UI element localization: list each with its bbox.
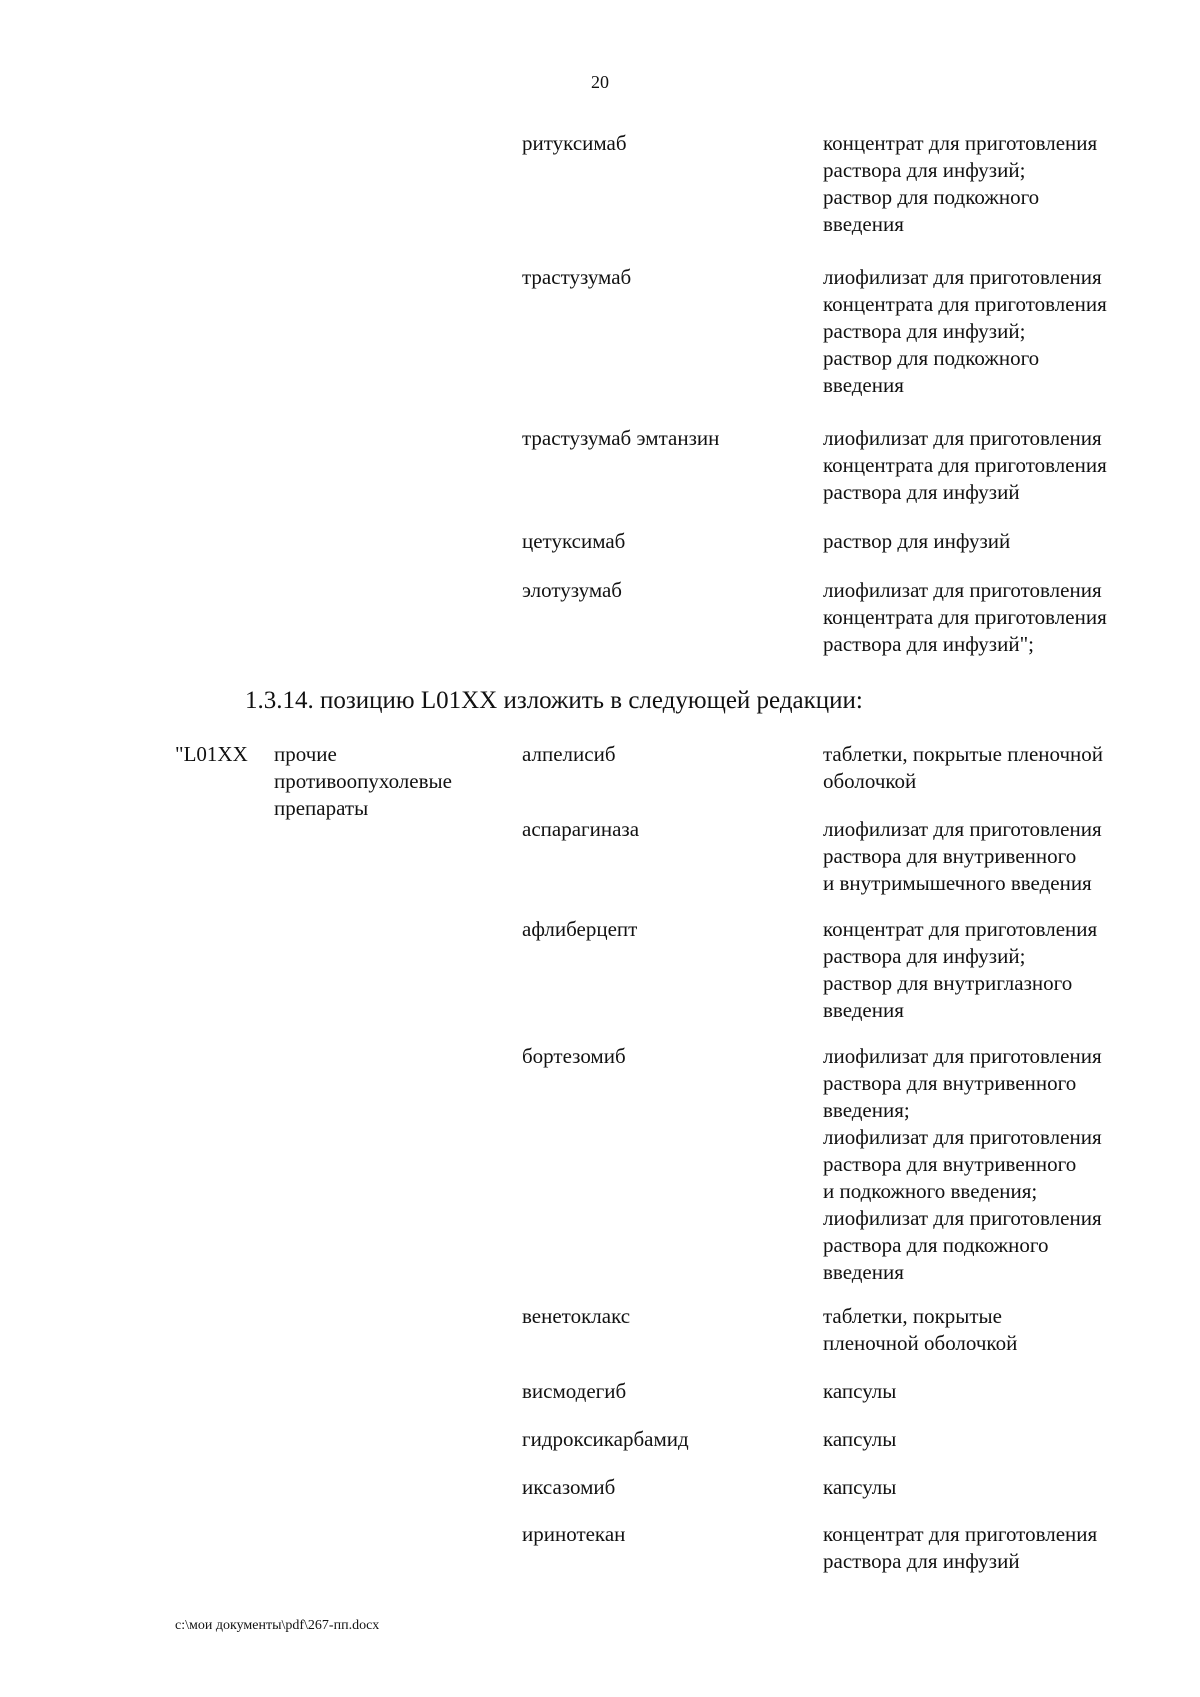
dosage-form-line: раствора для инфузий";	[823, 632, 1034, 656]
dosage-form-line: лиофилизат для приготовления	[823, 1044, 1102, 1068]
dosage-form-line: раствора для подкожного	[823, 1233, 1049, 1257]
dosage-form	[823, 916, 1097, 1024]
dosage-form-line: концентрата для приготовления	[823, 453, 1107, 477]
drug-name: иксазомиб	[522, 1475, 616, 1499]
dosage-form-line: таблетки, покрытые пленочной	[823, 742, 1104, 766]
dosage-form	[823, 1474, 896, 1501]
dosage-form-line: раствор для инфузий	[823, 529, 1011, 553]
dosage-form-line: лиофилизат для приготовления	[823, 1125, 1102, 1149]
atc-group-line: препараты	[274, 796, 369, 820]
dosage-form-line: раствора для инфузий	[823, 1549, 1020, 1573]
dosage-form-line: концентрат для приготовления	[823, 917, 1098, 941]
dosage-form-line: введения;	[823, 1098, 910, 1122]
drug-name: гидроксикарбамид	[522, 1427, 689, 1451]
dosage-form-line: введения	[823, 998, 904, 1022]
atc-group-line: противоопухолевые	[274, 769, 452, 793]
dosage-form-line: раствор для подкожного	[823, 185, 1040, 209]
dosage-form-line: концентрата для приготовления	[823, 292, 1107, 316]
drug-name: венетоклакс	[522, 1304, 631, 1328]
drug-name: висмодегиб	[522, 1379, 627, 1403]
dosage-form-line: концентрата для приготовления	[823, 605, 1107, 629]
drug-name: цетуксимаб	[522, 529, 626, 553]
dosage-form	[823, 1303, 1017, 1357]
file-path-footer: c:\мои документы\pdf\267-пп.docx	[175, 1618, 380, 1633]
dosage-form	[823, 130, 1097, 238]
dosage-form-line: оболочкой	[823, 769, 917, 793]
drug-name: афлиберцепт	[522, 917, 638, 941]
dosage-form-line: введения	[823, 373, 904, 397]
dosage-form	[823, 1378, 896, 1405]
dosage-form-line: раствора для внутривенного	[823, 1071, 1077, 1095]
dosage-form	[823, 577, 1107, 658]
dosage-form	[823, 1521, 1097, 1575]
dosage-form-line: концентрат для приготовления	[823, 131, 1098, 155]
dosage-form-line: таблетки, покрытые	[823, 1304, 1002, 1328]
dosage-form-line: капсулы	[823, 1379, 897, 1403]
dosage-form-line: капсулы	[823, 1427, 897, 1451]
dosage-form-line: раствора для инфузий;	[823, 944, 1026, 968]
dosage-form-line: введения	[823, 212, 904, 236]
atc-group-line: прочие	[274, 742, 337, 766]
drug-name: трастузумаб эмтанзин	[522, 426, 720, 450]
dosage-form-line: лиофилизат для приготовления	[823, 1206, 1102, 1230]
dosage-form-line: лиофилизат для приготовления	[823, 265, 1102, 289]
dosage-form-line: раствора для инфузий;	[823, 158, 1026, 182]
atc-code: "L01XX	[175, 742, 248, 766]
dosage-form-line: раствора для внутривенного	[823, 1152, 1077, 1176]
dosage-form	[823, 425, 1107, 506]
dosage-form-line: раствор для внутриглазного	[823, 971, 1073, 995]
drug-name: бортезомиб	[522, 1044, 626, 1068]
dosage-form-line: пленочной оболочкой	[823, 1331, 1018, 1355]
dosage-form-line: и внутримышечного введения	[823, 871, 1092, 895]
atc-group	[274, 741, 452, 822]
dosage-form	[823, 1043, 1102, 1286]
dosage-form-line: раствор для подкожного	[823, 346, 1040, 370]
dosage-form-line: лиофилизат для приготовления	[823, 817, 1102, 841]
dosage-form-line: раствора для инфузий;	[823, 319, 1026, 343]
dosage-form-line: раствора для внутривенного	[823, 844, 1077, 868]
drug-name: трастузумаб	[522, 265, 632, 289]
page-number: 20	[591, 72, 609, 92]
drug-name: элотузумаб	[522, 578, 622, 602]
dosage-form-line: лиофилизат для приготовления	[823, 426, 1102, 450]
drug-name: аспарагиназа	[522, 817, 640, 841]
drug-name: алпелисиб	[522, 742, 616, 766]
dosage-form	[823, 528, 1010, 555]
dosage-form-line: концентрат для приготовления	[823, 1522, 1098, 1546]
drug-name: иринотекан	[522, 1522, 626, 1546]
dosage-form-line: раствора для инфузий	[823, 480, 1020, 504]
dosage-form	[823, 741, 1103, 795]
dosage-form	[823, 264, 1107, 399]
dosage-form	[823, 816, 1102, 897]
dosage-form-line: введения	[823, 1260, 904, 1284]
section-heading: 1.3.14. позицию L01XX изложить в следующей редакции:	[245, 687, 863, 714]
dosage-form-line: лиофилизат для приготовления	[823, 578, 1102, 602]
drug-name: ритуксимаб	[522, 131, 627, 155]
dosage-form-line: капсулы	[823, 1475, 897, 1499]
dosage-form-line: и подкожного введения;	[823, 1179, 1038, 1203]
dosage-form	[823, 1426, 896, 1453]
